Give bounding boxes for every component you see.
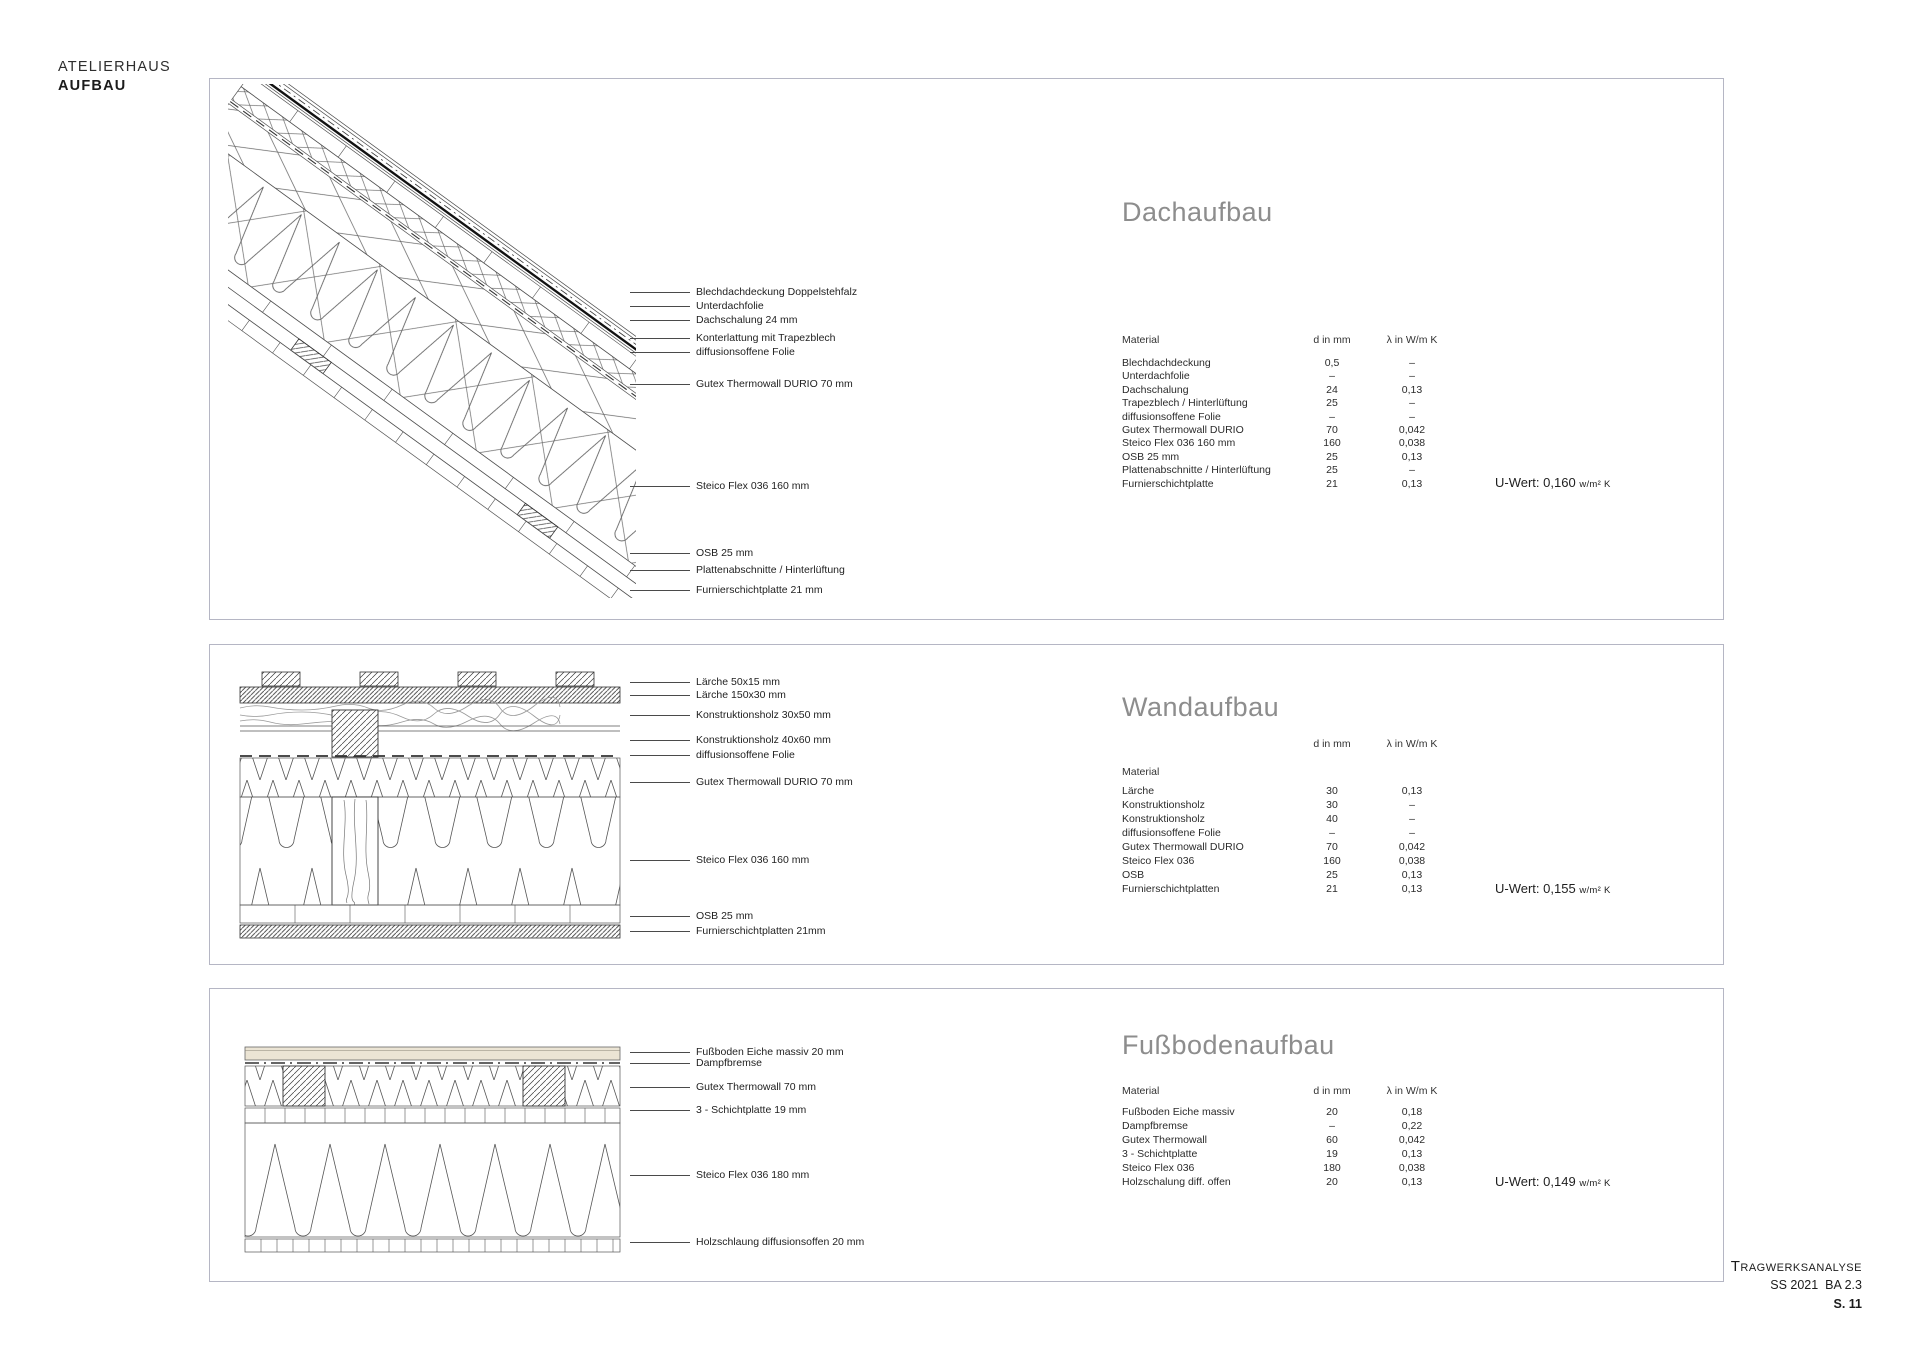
table-cell: Holzschalung diff. offen: [1122, 1176, 1231, 1188]
layer-label: Gutex Thermowall DURIO 70 mm: [630, 776, 853, 788]
three-ply-board-band: [245, 1108, 620, 1123]
col-header-lambda: λ in W/m K: [1386, 334, 1438, 346]
table-cell: 70: [1326, 423, 1338, 436]
leader-line: [630, 931, 690, 932]
leader-line: [630, 860, 690, 861]
larch-cladding-band: [240, 687, 620, 703]
leader-line: [630, 1052, 690, 1053]
layer-label: OSB 25 mm: [630, 547, 753, 559]
col-header-lambda: λ in W/m K: [1386, 738, 1438, 750]
layer-label: Steico Flex 036 160 mm: [630, 480, 809, 492]
col-header-d: d in mm: [1313, 334, 1351, 346]
table-cell: –: [1409, 813, 1415, 825]
table-row: [1117, 1162, 1497, 1176]
layer-label: Konstruktionsholz 30x50 mm: [630, 709, 831, 721]
panel-title-dachaufbau: Dachaufbau: [1122, 197, 1273, 227]
table-row: [1117, 451, 1497, 464]
table-cell: –: [1409, 397, 1415, 410]
table-cell: –: [1409, 827, 1415, 839]
materials-table-dach: [1117, 357, 1497, 491]
leader-line: [630, 1063, 690, 1064]
table-cell: 160: [1323, 437, 1341, 450]
table-cell: –: [1409, 464, 1415, 477]
table-cell: 20: [1326, 1106, 1338, 1118]
leader-line: [630, 292, 690, 293]
col-header-d: d in mm: [1313, 1085, 1351, 1097]
sheet-page: ATELIERHAUS AUFBAU Dachaufbau Blechdachdeckung Doppelstehfalz Unterdachfolie Dachschalung 24 mm Konterlattung mit Trapezblech diffusionsoffene Folie Gutex Thermowall DURIO 70 mm Steico Flex 036 160 mm OSB 25 mm Plattenabschnitte / Hinterlüftung Furnierschichtplatte 21 mm Material d in mm λ in W/m K Blechdachdeckung 0,5 – Unterdachfolie – – Dachschalung 24 0,13 Trapezblech / Hinterlüftung 25 – diffusionsoffene Folie – – Gutex Thermowall DURIO 70 0,042 Steico Flex 036 160 mm 160 0,038 OSB 25 mm 25 0,13 Plattenabschnitte / Hinterlüftung 25 – Furnierschichtplatte 21 0,13 U-Wert: 0,160 w/m² K Wandaufbau Lärche 50x15 mm Lärche 150x30 mm Konstruktionsholz 30x50 mm Konstruktionsholz 40x60 mm diffusionsoffene Folie Gutex Thermowall DURIO 70 mm Steico Flex 036 160 mm OSB 25 mm Furnierschichtplatten 21mm d in mm λ in W/m K Material Lärche 30 0,13 Konstruktionsholz 30 – Konstruktionsholz 40 – diffusionsoffene Folie – – Gutex Thermowall DURIO 70 0,042 Steico Flex 036 160 0,038 OSB 25 0,13 Furnierschichtplatten 21 0,13 U-Wert: 0,155 w/m² K Fußbodenaufbau Fußboden Eiche massiv 20 mm Dampfbremse Gutex Thermowall 70 mm 3 - Schichtplatte 19 mm Steico Flex 036 180 mm Holzschlaung diffusionsoffen 20 mm Material d in mm λ in W/m K Fußboden Eiche massiv 20 0,18 Dampfbremse – 0,22 Gutex Thermowall 60 0,042 3 - Schichtplatte 19 0,13 Steico Flex 036 180 0,038 Holzschalung diff. offen 20 0,13 U-Wert: 0,149 w/m² K Tragwerksanalyse SS 2021 BA 2.3 S. 11: [0, 0, 1920, 1357]
table-cell: 0,18: [1401, 1106, 1423, 1118]
table-row: [1117, 883, 1497, 897]
table-cell: –: [1329, 827, 1335, 839]
table-cell: –: [1329, 1120, 1335, 1132]
footer-semester: SS 2021 BA 2.3: [1770, 1278, 1862, 1292]
layer-label: 3 - Schichtplatte 19 mm: [630, 1104, 806, 1116]
larch-batten-block: [262, 672, 300, 686]
u-value-dach: U-Wert: 0,160 w/m² K: [1495, 475, 1611, 490]
u-value-wand: U-Wert: 0,155 w/m² K: [1495, 881, 1611, 896]
table-cell: 0,038: [1398, 437, 1426, 450]
table-row: [1117, 437, 1497, 450]
u-value-boden: U-Wert: 0,149 w/m² K: [1495, 1174, 1611, 1189]
floor-layer-stack: [245, 1047, 620, 1252]
table-cell: Steico Flex 036: [1122, 1162, 1195, 1174]
table-cell: 0,13: [1401, 383, 1423, 396]
table-cell: 0,13: [1401, 869, 1423, 881]
table-cell: 3 - Schichtplatte: [1122, 1148, 1198, 1160]
leader-line: [630, 553, 690, 554]
table-row: [1117, 1120, 1497, 1134]
table-cell: Gutex Thermowall DURIO: [1122, 841, 1244, 853]
layer-label: Plattenabschnitte / Hinterlüftung: [630, 564, 845, 576]
table-cell: 180: [1323, 1162, 1341, 1174]
table-cell: 40: [1326, 813, 1338, 825]
leader-line: [630, 1242, 690, 1243]
table-row: [1117, 855, 1497, 869]
layer-label: diffusionsoffene Folie: [630, 749, 795, 761]
layer-label: Gutex Thermowall 70 mm: [630, 1081, 816, 1093]
batten-block: [517, 503, 558, 538]
stud-block: [332, 797, 378, 905]
u-value-unit: w/m² K: [1579, 479, 1611, 490]
panel-title-fussbodenaufbau: Fußbodenaufbau: [1122, 1030, 1335, 1060]
batten-block: [291, 339, 332, 374]
table-cell: 20: [1326, 1176, 1338, 1188]
leader-line: [630, 384, 690, 385]
gutex-band: [240, 758, 620, 797]
materials-table-wand: [1117, 785, 1497, 897]
table-cell: Steico Flex 036 160 mm: [1122, 437, 1236, 450]
table-cell: Unterdachfolie: [1122, 370, 1190, 383]
table-cell: Lärche: [1122, 785, 1155, 797]
leader-line: [630, 1087, 690, 1088]
layer-label: Holzschlaung diffusionsoffen 20 mm: [630, 1236, 864, 1248]
col-header-material: Material: [1122, 1085, 1160, 1097]
layer-label: OSB 25 mm: [630, 910, 753, 922]
panel-title-wandaufbau: Wandaufbau: [1122, 692, 1280, 722]
table-cell: 30: [1326, 785, 1338, 797]
table-row: [1117, 370, 1497, 383]
table-cell: 0,042: [1398, 1134, 1426, 1146]
table-row: [1117, 1176, 1497, 1190]
table-row: [1117, 464, 1497, 477]
table-cell: 0,042: [1398, 841, 1426, 853]
table-row: [1117, 478, 1497, 491]
layer-label: Fußboden Eiche massiv 20 mm: [630, 1046, 844, 1058]
col-header-d: d in mm: [1313, 738, 1351, 750]
oak-floor-band: [245, 1047, 620, 1060]
leader-line: [630, 782, 690, 783]
layer-label: Lärche 150x30 mm: [630, 689, 786, 701]
u-value-unit: w/m² K: [1579, 1178, 1611, 1189]
table-row: [1117, 1106, 1497, 1120]
leader-line: [630, 916, 690, 917]
table-cell: –: [1409, 370, 1415, 383]
table-cell: –: [1409, 799, 1415, 811]
table-cell: 160: [1323, 855, 1341, 867]
layer-label: Blechdachdeckung Doppelstehfalz: [630, 286, 857, 298]
leader-line: [630, 715, 690, 716]
leader-line: [630, 695, 690, 696]
layer-label: Steico Flex 036 160 mm: [630, 854, 809, 866]
layer-label: Furnierschichtplatten 21mm: [630, 925, 826, 937]
table-cell: Blechdachdeckung: [1122, 357, 1211, 369]
table-cell: 0,038: [1398, 1162, 1426, 1174]
table-cell: Trapezblech / Hinterlüftung: [1122, 397, 1248, 410]
layer-label: Konstruktionsholz 40x60 mm: [630, 734, 831, 746]
table-row: [1117, 841, 1497, 855]
project-title: ATELIERHAUS: [58, 59, 171, 75]
layer-label: Dampfbremse: [630, 1057, 762, 1069]
leader-line: [630, 306, 690, 307]
table-row: [1117, 424, 1497, 437]
leader-line: [630, 570, 690, 571]
layer-label: Furnierschichtplatte 21 mm: [630, 584, 823, 596]
table-row: [1117, 799, 1497, 813]
table-cell: –: [1409, 410, 1415, 423]
table-row: [1117, 397, 1497, 410]
osb-band: [240, 905, 620, 923]
layer-label: Gutex Thermowall DURIO 70 mm: [630, 378, 853, 390]
table-row: [1117, 869, 1497, 883]
table-cell: 21: [1326, 477, 1338, 490]
table-cell: 25: [1326, 397, 1338, 410]
table-cell: Dampfbremse: [1122, 1120, 1188, 1132]
table-cell: 0,5: [1324, 357, 1340, 369]
leader-line: [630, 1175, 690, 1176]
steico-insulation-band: [245, 1123, 620, 1237]
col-header-lambda: λ in W/m K: [1386, 1085, 1438, 1097]
table-cell: Gutex Thermowall: [1122, 1134, 1208, 1146]
table-cell: 0,22: [1401, 1120, 1423, 1132]
table-row: [1117, 411, 1497, 424]
table-cell: 0,038: [1398, 855, 1426, 867]
layer-label: diffusionsoffene Folie: [630, 346, 795, 358]
layer-label: Lärche 50x15 mm: [630, 676, 780, 688]
larch-batten-block: [360, 672, 398, 686]
table-cell: 24: [1326, 383, 1338, 396]
table-cell: 60: [1326, 1134, 1338, 1146]
table-cell: 0,13: [1401, 1176, 1423, 1188]
table-cell: Fußboden Eiche massiv: [1122, 1106, 1235, 1118]
timber-sheathing-band: [245, 1239, 620, 1252]
materials-table-boden: [1117, 1106, 1497, 1190]
table-cell: 0,13: [1401, 450, 1423, 463]
leader-line: [630, 486, 690, 487]
table-cell: 0,13: [1401, 477, 1423, 490]
table-cell: Plattenabschnitte / Hinterlüftung: [1122, 464, 1271, 477]
table-cell: 0,13: [1401, 785, 1423, 797]
leader-line: [630, 740, 690, 741]
leader-line: [630, 338, 690, 339]
table-cell: 25: [1326, 450, 1338, 463]
table-cell: Konstruktionsholz: [1122, 799, 1205, 811]
col-header-material: Material: [1122, 334, 1160, 346]
leader-line: [630, 320, 690, 321]
layer-label: Konterlattung mit Trapezblech: [630, 332, 836, 344]
leader-line: [630, 682, 690, 683]
table-cell: Gutex Thermowall DURIO: [1122, 423, 1244, 436]
larch-batten-block: [556, 672, 594, 686]
steico-insulation-band: [240, 797, 620, 905]
table-cell: –: [1409, 357, 1415, 369]
table-cell: 0,13: [1401, 883, 1423, 895]
table-cell: Dachschalung: [1122, 383, 1189, 396]
table-row: [1117, 384, 1497, 397]
table-cell: 21: [1326, 883, 1338, 895]
foil-wavy-line: [240, 716, 560, 731]
layer-label: Dachschalung 24 mm: [630, 314, 798, 326]
layer-label: Steico Flex 036 180 mm: [630, 1169, 809, 1181]
table-cell: –: [1329, 370, 1335, 383]
table-cell: 19: [1326, 1148, 1338, 1160]
table-cell: OSB: [1122, 869, 1145, 881]
u-value-unit: w/m² K: [1579, 885, 1611, 896]
table-cell: Steico Flex 036: [1122, 855, 1195, 867]
table-cell: 0,13: [1401, 1148, 1423, 1160]
wall-layer-stack: [240, 672, 620, 938]
leader-line: [630, 590, 690, 591]
table-cell: 30: [1326, 799, 1338, 811]
leader-line: [630, 352, 690, 353]
table-cell: OSB 25 mm: [1122, 450, 1180, 463]
sheet-section-title: AUFBAU: [58, 78, 127, 94]
leader-line: [630, 755, 690, 756]
table-cell: 25: [1326, 464, 1338, 477]
table-row: [1117, 827, 1497, 841]
table-cell: Furnierschichtplatten: [1122, 883, 1220, 895]
table-cell: diffusionsoffene Folie: [1122, 827, 1221, 839]
table-row: [1117, 1148, 1497, 1162]
table-cell: 0,042: [1398, 423, 1426, 436]
footer-course-title: Tragwerksanalyse: [1730, 1258, 1862, 1275]
table-cell: diffusionsoffene Folie: [1122, 410, 1221, 423]
table-cell: 70: [1326, 841, 1338, 853]
sheet-footer: [1731, 1257, 1862, 1314]
footer-page-number: S. 11: [1833, 1297, 1862, 1311]
table-cell: 25: [1326, 869, 1338, 881]
table-cell: Konstruktionsholz: [1122, 813, 1205, 825]
table-row: [1117, 785, 1497, 799]
table-row: [1117, 1134, 1497, 1148]
layer-label: Unterdachfolie: [630, 300, 764, 312]
veneer-board-band: [240, 925, 620, 938]
table-cell: Furnierschichtplatte: [1122, 477, 1214, 490]
table-row: [1117, 357, 1497, 370]
sheet-header: [58, 58, 171, 96]
leader-line: [630, 1110, 690, 1111]
larch-batten-block: [458, 672, 496, 686]
table-row: [1117, 813, 1497, 827]
table-cell: –: [1329, 410, 1335, 423]
